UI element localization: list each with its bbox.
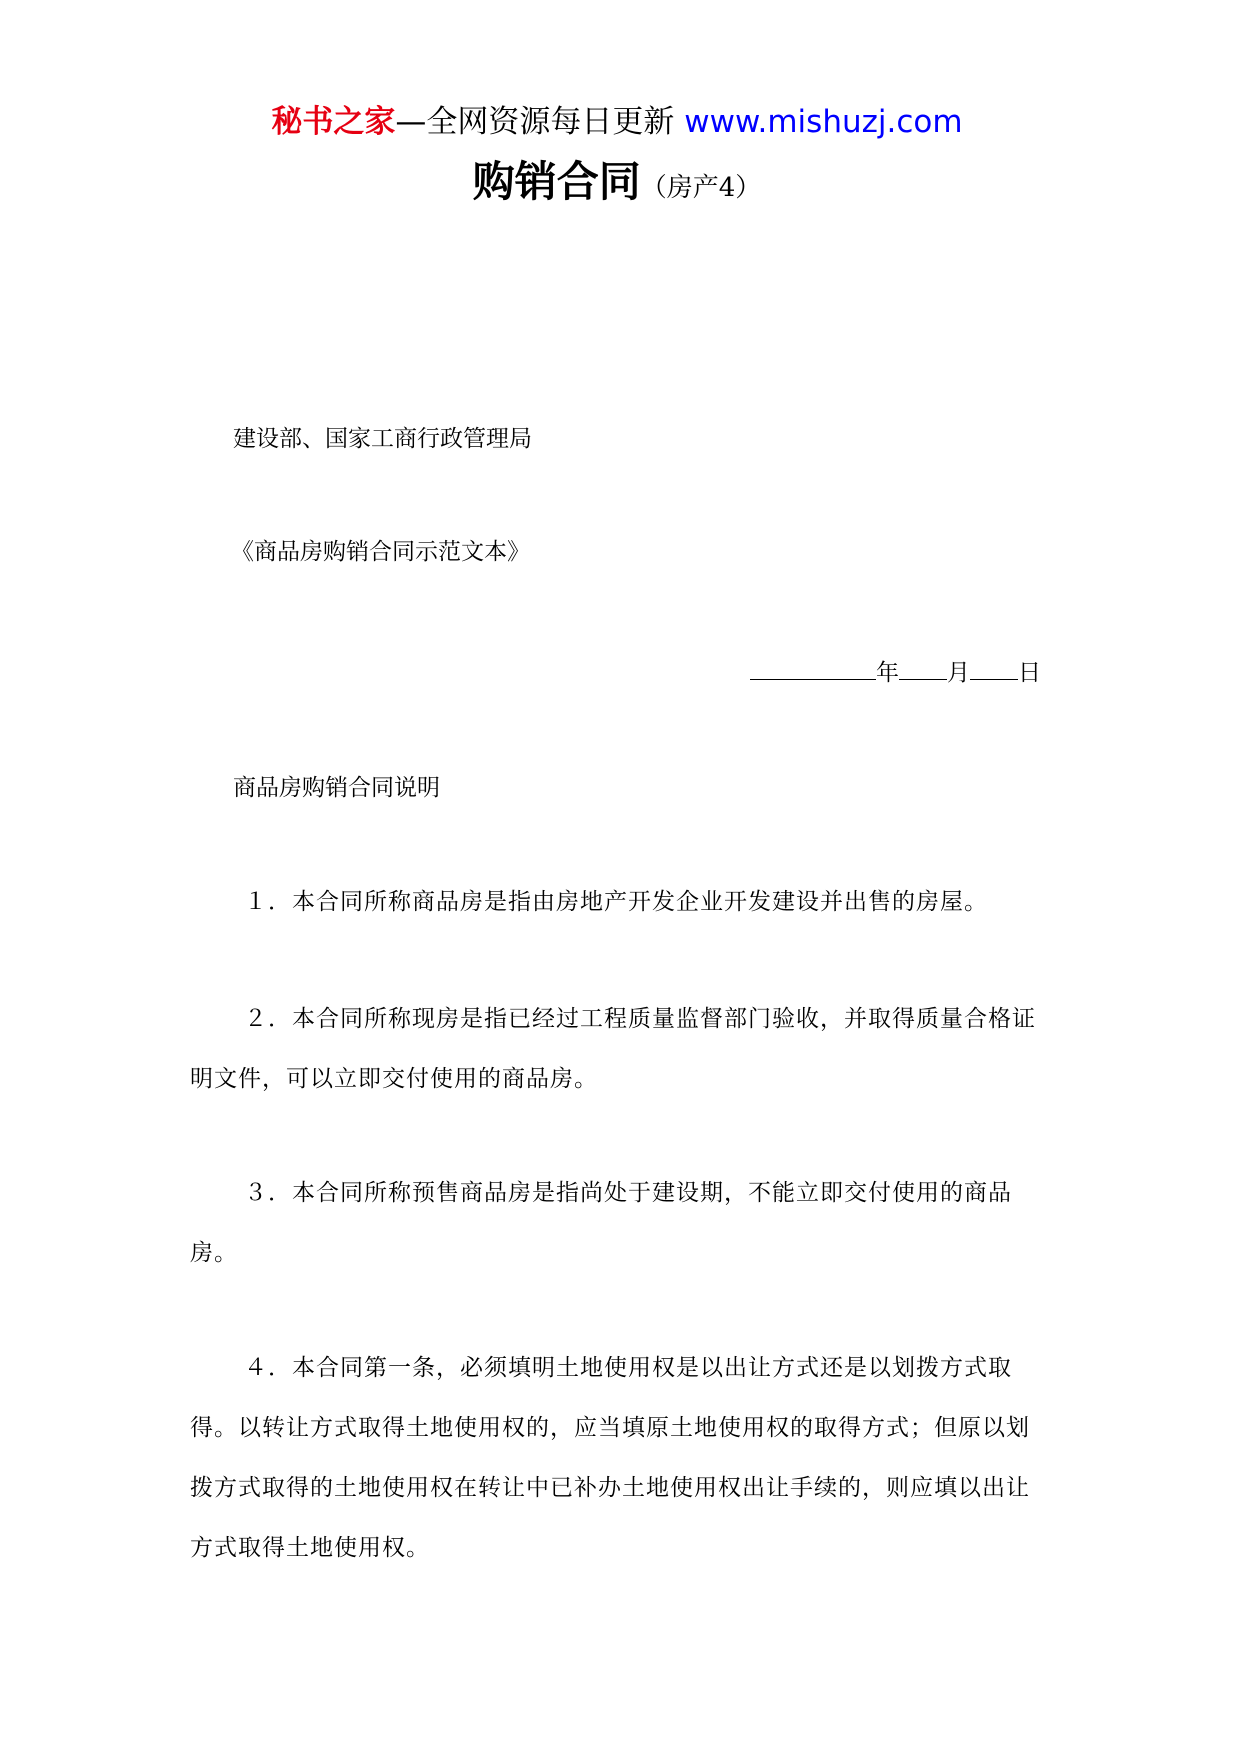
- day-label: 日: [1018, 660, 1041, 686]
- template-name: 《商品房购销合同示范文本》: [231, 539, 530, 565]
- paragraph-1: １．本合同所称商品房是指由房地产开发企业开发建设并出售的房屋。: [244, 889, 988, 915]
- year-blank: [750, 653, 876, 680]
- year-label: 年: [876, 660, 899, 686]
- paragraph-3: ３．本合同所称预售商品房是指尚处于建设期，不能立即交付使用的商品房。: [190, 1180, 1012, 1266]
- banner-brand: 秘书之家: [271, 104, 396, 140]
- month-blank: [899, 653, 947, 680]
- day-blank: [970, 653, 1018, 680]
- paragraph-2: ２．本合同所称现房是指已经过工程质量监督部门验收，并取得质量合格证明文件，可以立即交付使用的商品房。: [190, 1006, 1036, 1092]
- document-title: [0, 155, 1234, 218]
- site-banner: [0, 102, 1234, 142]
- date-line: [750, 653, 1041, 693]
- banner-slogan: —全网资源每日更新: [395, 104, 675, 140]
- title-sub: （房产4）: [640, 173, 762, 203]
- paragraph-4: ４．本合同第一条，必须填明土地使用权是以出让方式还是以划拨方式取得。以转让方式取得土地使用权的，应当填原土地使用权的取得方式；但原以划拨方式取得的土地使用权在转让中已补办土地使用权出让手续的，则应填以出让方式取得土地使用权。: [190, 1355, 1030, 1561]
- title-main: 购销合同: [472, 157, 641, 206]
- issuer-line: 建设部、国家工商行政管理局: [233, 426, 532, 452]
- month-label: 月: [947, 660, 970, 686]
- banner-url-link[interactable]: www.mishuzj.com: [684, 104, 963, 140]
- section-heading: 商品房购销合同说明: [233, 775, 440, 801]
